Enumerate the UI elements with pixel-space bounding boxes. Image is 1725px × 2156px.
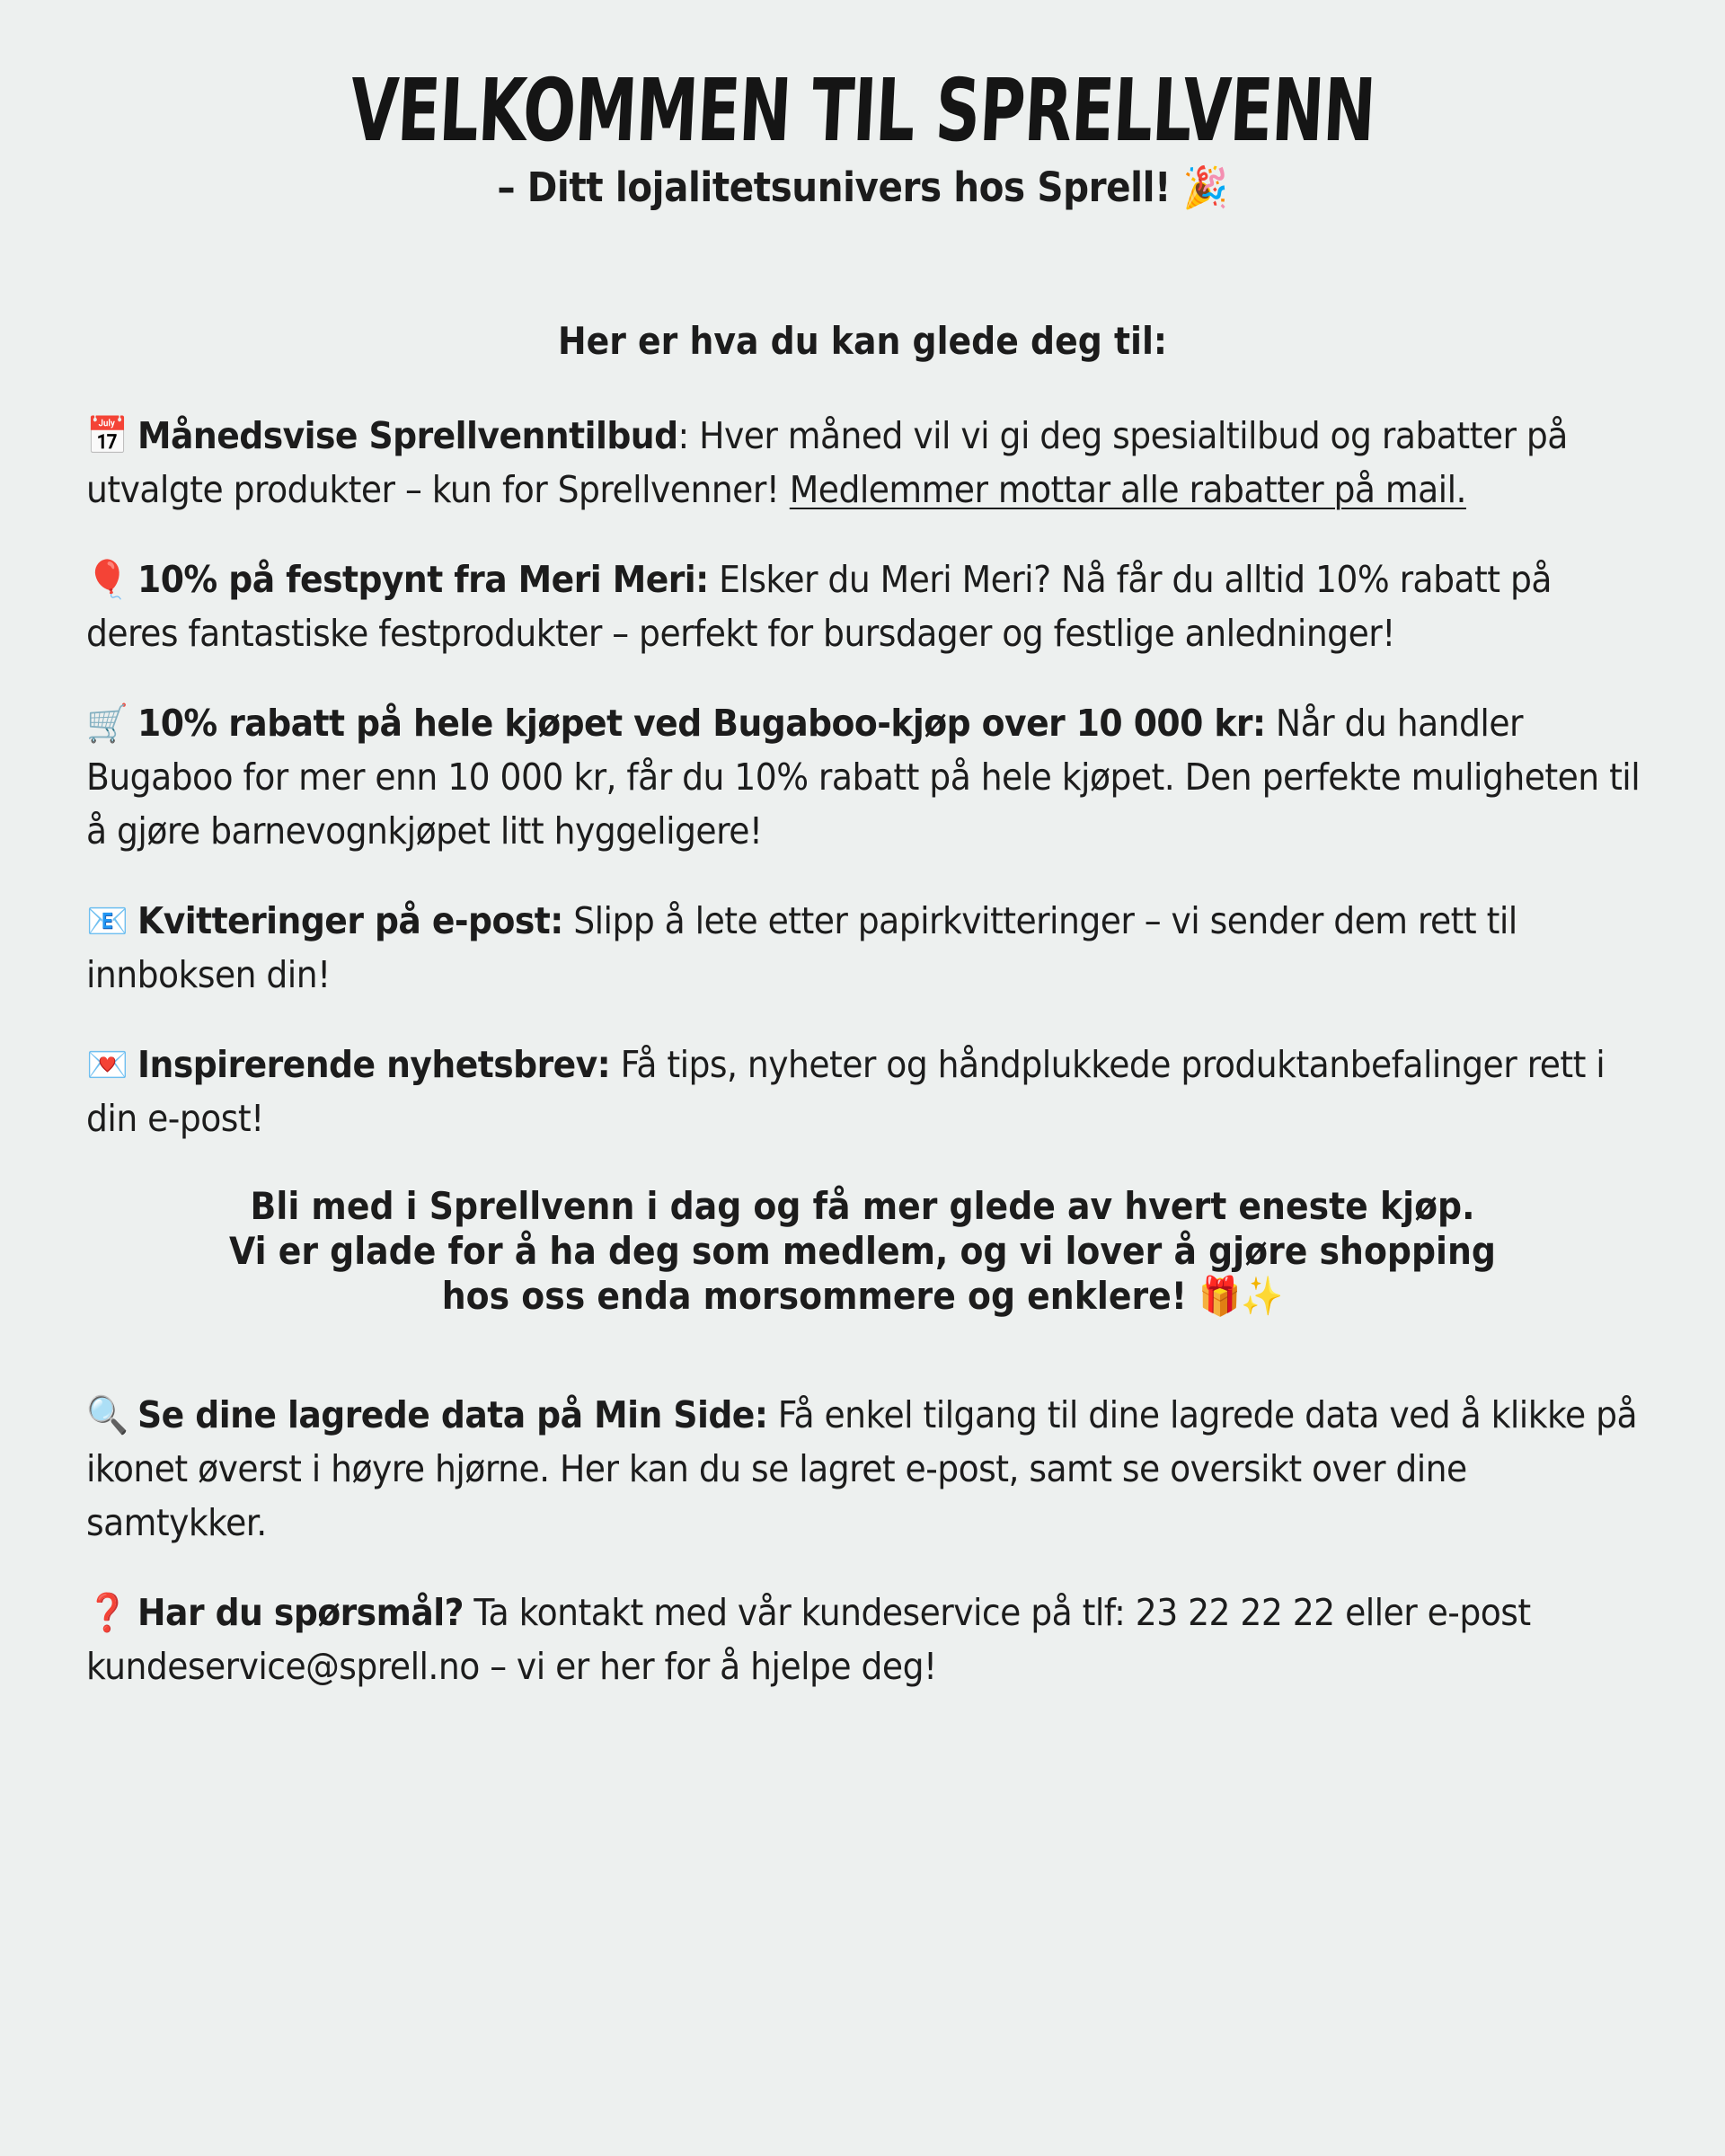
magnifier-icon: 🔍 [86,1393,128,1436]
benefit-text: Elsker du Meri Meri? Nå får du alltid 10% rabatt på deres fantastiske festprodukter – perfekt for bursdager og festlige anledninger! [86,558,1552,655]
hero [0,60,1725,211]
benefit-title: 10% på festpynt fra Meri Meri: [137,558,709,601]
benefit-newsletter [86,1038,1641,1145]
calendar-icon: 📅 [86,414,128,457]
benefit-text: Slipp å lete etter papirkvitteringer – vi sender dem rett til innboksen din! [86,899,1517,996]
email-icon: 📧 [86,899,128,942]
benefit-bugaboo [86,696,1641,858]
join-callout-line: hos oss enda morsommere og enklere! 🎁✨ [441,1274,1284,1318]
info-my-page [86,1388,1641,1550]
benefit-email-receipts [86,894,1641,1002]
benefit-text: : Hver måned vil vi gi deg spesialtilbud og rabatter på utvalgte produkter – kun for Sprellvenner! [86,414,1568,511]
benefit-title: Kvitteringer på e-post: [137,899,563,942]
join-callout [86,1184,1639,1319]
info-title: Se dine lagrede data på Min Side: [137,1393,768,1436]
balloon-icon: 🎈 [86,558,128,601]
benefit-title: Inspirerende nyhetsbrev: [137,1043,611,1086]
page-subtitle: – Ditt lojalitetsunivers hos Sprell! 🎉 [497,163,1228,211]
info-text: Ta kontakt med vår kundeservice på tlf: 23 22 22 22 eller e-post kundeservice@sprell.no – vi er her for å hjelpe deg! [86,1591,1531,1688]
join-callout-line: Vi er glade for å ha deg som medlem, og vi lover å gjøre shopping [229,1229,1496,1273]
question-icon: ❓ [86,1591,128,1634]
benefit-monthly-offers [86,409,1641,517]
benefit-text: Når du handler Bugaboo for mer enn 10 000 kr, får du 10% rabatt på hele kjøpet. Den perfekte muligheten til å gjøre barnevognkjøpet litt hyggeligere! [86,702,1641,853]
join-callout-line: Bli med i Sprellvenn i dag og få mer glede av hvert eneste kjøp. [250,1184,1475,1228]
benefit-title: 10% rabatt på hele kjøpet ved Bugaboo-kjøp over 10 000 kr: [137,702,1266,745]
benefit-text: Få tips, nyheter og håndplukkede produktanbefalinger rett i din e-post! [86,1043,1606,1140]
benefit-title: Månedsvise Sprellvenntilbud [137,414,678,457]
benefit-meri-meri [86,552,1641,660]
info-text: Få enkel tilgang til dine lagrede data ved å klikke på ikonet øverst i høyre hjørne. Her kan du se lagret e-post, samt se oversikt over dine samtykker. [86,1393,1638,1544]
shopping-cart-icon: 🛒 [86,702,128,745]
page-title: VELKOMMEN TIL SPRELLVENN [348,60,1377,161]
member-discounts-link[interactable]: Medlemmer mottar alle rabatter på mail. [789,468,1466,511]
info-contact [86,1586,1641,1693]
love-letter-icon: 💌 [86,1043,128,1086]
intro-heading: Her er hva du kan glede deg til: [557,319,1168,363]
info-title: Har du spørsmål? [137,1591,464,1634]
